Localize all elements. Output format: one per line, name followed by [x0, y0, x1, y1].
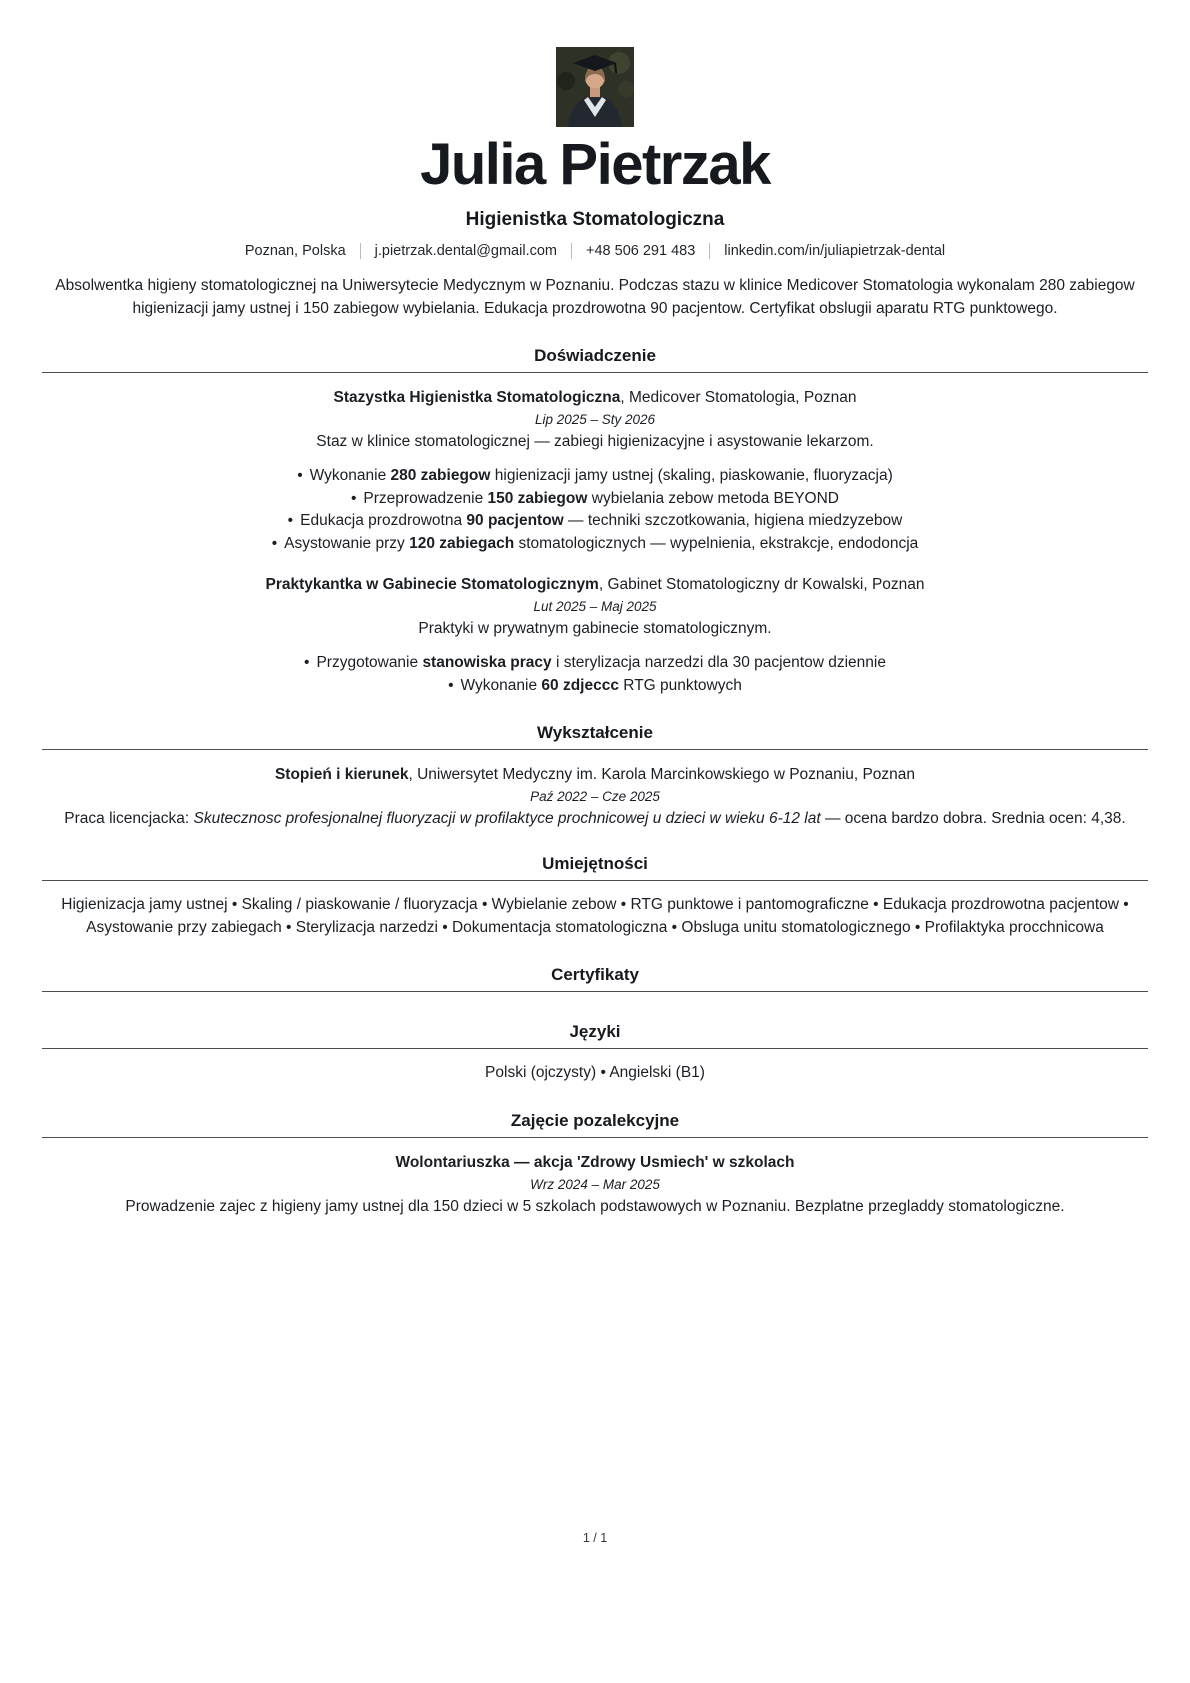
education-school: , Uniwersytet Medyczny im. Karola Marcinkowskiego w Poznaniu, Poznan — [408, 766, 916, 784]
experience-entry — [42, 389, 1148, 555]
entry-dates: Lip 2025 – Sty 2026 — [534, 412, 656, 428]
profile-summary: Absolwentka higieny stomatologicznej na Uniwersytecie Medycznym w Poznaniu. Podczas stazu w klinice Medicover Stomatologia wykonalam 280 zabiegow higienizacji jamy ustnej i 150 zabiegow wybielania. Edukacja prozdrowotna 90 pacjentow. Certyfikat obslugii aparatu RTG punktowego. — [55, 276, 1135, 317]
candidate-headline: Higienistka Stomatologiczna — [465, 208, 725, 230]
education-entry — [42, 766, 1148, 828]
skills-list: Higienizacja jamy ustnej • Skaling / piaskowanie / fluoryzacja • Wybielanie zebow • RTG punktowe i pantomograficzne • Edukacja prozdrowotna pacjentow • Asystowanie przy zabiegach • Sterylizacja narzedzi • Dokumentacja stomatologiczna • Obsluga unitu stomatologicznego • Profilaktyka procchnicowa — [61, 896, 1129, 936]
section-education — [42, 723, 1148, 828]
section-certificates — [42, 965, 1148, 996]
section-title-experience: Doświadczenie — [42, 346, 1148, 373]
volunteer-role-line — [42, 1154, 1148, 1172]
contact-location: Poznan, Polska — [244, 242, 346, 259]
entry-bullet: • Przeprowadzenie 150 zabiegow wybielania zebow metoda BEYOND — [42, 488, 1148, 511]
entry-role-line — [42, 576, 1148, 594]
education-degree: Stopień i kierunek — [274, 766, 409, 784]
entry-bullet-list — [42, 465, 1148, 555]
section-extracurricular — [42, 1111, 1148, 1216]
section-languages — [42, 1022, 1148, 1084]
volunteer-dates: Wrz 2024 – Mar 2025 — [530, 1176, 660, 1192]
entry-bullet: • Asystowanie przy 120 zabiegach stomatologicznych — wypelnienia, ekstrakcje, endodoncja — [42, 533, 1148, 556]
entry-dates: Lut 2025 – Maj 2025 — [533, 599, 657, 615]
graduation-photo — [556, 47, 634, 127]
entry-bullet: • Wykonanie 60 zdjeccc RTG punktowych — [42, 675, 1148, 698]
contact-separator — [571, 243, 572, 259]
volunteer-entry — [42, 1154, 1148, 1216]
section-skills — [42, 854, 1148, 939]
contact-separator — [709, 243, 710, 259]
education-dates: Paź 2022 – Cze 2025 — [530, 789, 660, 805]
thesis-title: Skutecznosc profesjonalnej fluoryzacji w profilaktyce prochnicowej u dzieci w wieku 6-12 lat — [193, 810, 821, 828]
experience-entry — [42, 576, 1148, 697]
section-title-skills: Umiejętności — [42, 854, 1148, 881]
entry-bullet: • Wykonanie 280 zabiegow higienizacji jamy ustnej (skaling, piaskowanie, fluoryzacja) — [42, 465, 1148, 488]
languages-list: Polski (ojczysty) • Angielski (B1) — [485, 1064, 705, 1082]
entry-role-line — [42, 389, 1148, 407]
section-title-extracurricular: Zajęcie pozalekcyjne — [42, 1111, 1148, 1138]
contact-email: j.pietrzak.dental@gmail.com — [374, 242, 557, 259]
entry-bullet: • Przygotowanie stanowiska pracy i sterylizacja narzedzi dla 30 pacjentow dziennie — [42, 652, 1148, 675]
entry-role: Praktykantka w Gabinecie Stomatologicznym — [265, 576, 599, 594]
contact-phone: +48 506 291 483 — [586, 242, 696, 259]
entry-bullet-list — [42, 652, 1148, 697]
volunteer-description: Prowadzenie zajec z higieny jamy ustnej dla 150 dzieci w 5 szkolach podstawowych w Poznaniu. Bezplatne przegladdy stomatologiczne. — [125, 1197, 1065, 1215]
contact-linkedin: linkedin.com/in/juliapietrzak-dental — [724, 242, 946, 259]
thesis-label: Praca licencjacka: — [64, 810, 194, 828]
education-degree-line — [42, 766, 1148, 784]
entry-description: Staz w klinice stomatologicznej — zabiegi higienizacyjne i asystowanie lekarzom. — [316, 433, 874, 451]
entry-description: Praktyki w prywatnym gabinecie stomatologicznym. — [418, 620, 772, 638]
volunteer-role: Wolontariuszka — akcja 'Zdrowy Usmiech' w szkolach — [395, 1153, 795, 1171]
entry-company: , Medicover Stomatologia, Poznan — [620, 389, 857, 407]
certificates-empty-content — [42, 992, 1148, 996]
candidate-name: Julia Pietrzak — [420, 132, 770, 197]
entry-company: , Gabinet Stomatologiczny dr Kowalski, Poznan — [598, 576, 925, 594]
entry-role: Stazystka Higienistka Stomatologiczna — [333, 389, 621, 407]
section-title-certificates: Certyfikaty — [42, 965, 1148, 992]
section-experience — [42, 346, 1148, 697]
contact-separator — [360, 243, 361, 259]
section-title-languages: Języki — [42, 1022, 1148, 1049]
contact-row — [42, 243, 1148, 259]
entry-bullet: • Edukacja prozdrowotna 90 pacjentow — techniki szczotkowania, higiena miedzyzebow — [42, 510, 1148, 533]
thesis-line — [42, 810, 1148, 828]
page-number: 1 / 1 — [582, 1531, 608, 1545]
section-title-education: Wykształcenie — [42, 723, 1148, 750]
thesis-result: — ocena bardzo dobra. Srednia ocen: 4,38. — [820, 810, 1126, 828]
